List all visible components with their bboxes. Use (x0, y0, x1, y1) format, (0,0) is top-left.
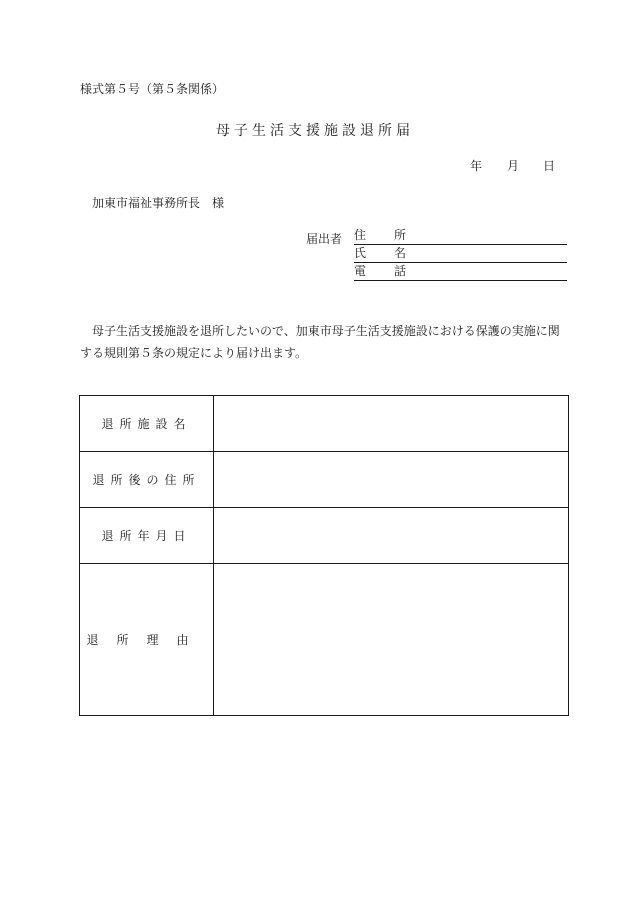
withdrawal-date-label: 退所年月日 (80, 508, 214, 564)
date-day-label: 日 (543, 159, 556, 173)
submitter-address-field[interactable] (354, 228, 567, 245)
table-row (80, 396, 569, 452)
withdrawal-reason-label: 退所理由 (80, 564, 214, 716)
withdrawal-reason-input[interactable] (214, 564, 569, 716)
withdrawal-date-input[interactable] (214, 508, 569, 564)
submitter-name-label: 氏 名 (354, 246, 415, 260)
facility-name-label: 退所施設名 (80, 396, 214, 452)
date-year-label: 年 (470, 159, 483, 173)
submitter-phone-field[interactable] (354, 264, 567, 281)
submitter-address-label: 住 所 (354, 228, 415, 242)
date-month-label: 月 (507, 159, 520, 173)
addressee: 加東市福祉事務所長 様 (92, 196, 225, 210)
withdrawal-form-table (79, 395, 569, 716)
body-text: 母子生活支援施設を退所したいので、加東市母子生活支援施設における保護の実施に関する規則第５条の規定により届け出ます。 (80, 324, 560, 360)
submitter-label: 届出者 (306, 232, 343, 246)
form-number: 様式第５号（第５条関係） (80, 82, 225, 96)
new-address-label: 退所後の住所 (80, 452, 214, 508)
submitter-phone-label: 電 話 (354, 264, 415, 278)
table-row (80, 564, 569, 716)
new-address-input[interactable] (214, 452, 569, 508)
facility-name-input[interactable] (214, 396, 569, 452)
submitter-name-field[interactable] (354, 246, 567, 263)
table-row (80, 508, 569, 564)
table-row (80, 452, 569, 508)
document-title: 母子生活支援施設退所届 (216, 123, 414, 139)
